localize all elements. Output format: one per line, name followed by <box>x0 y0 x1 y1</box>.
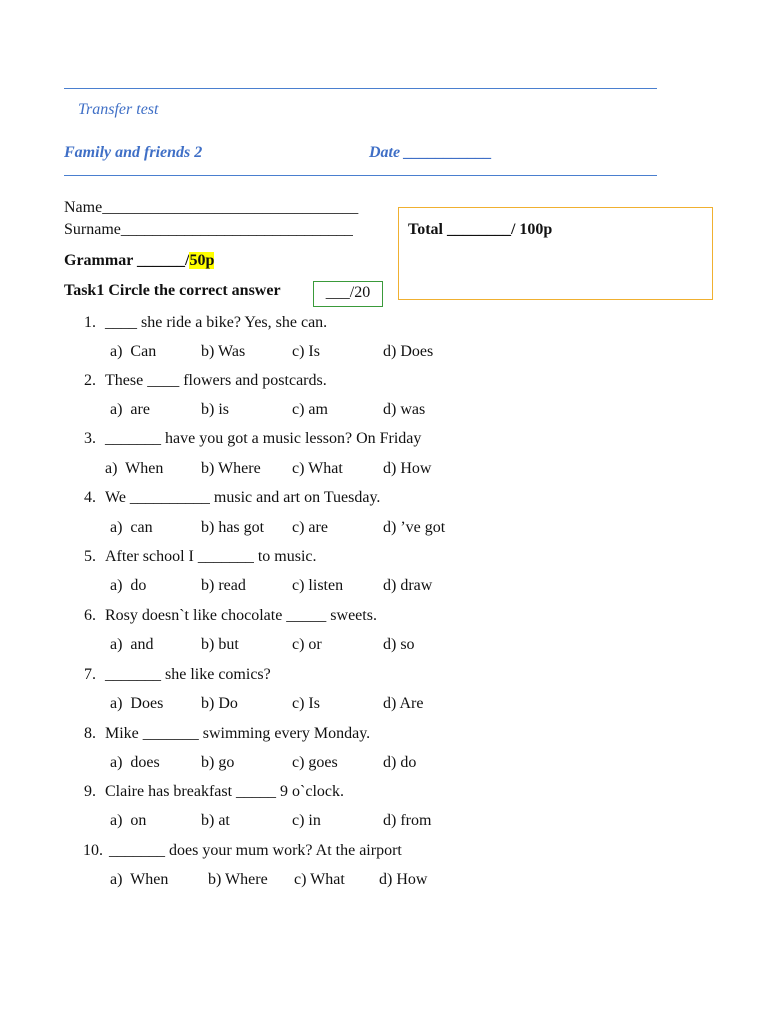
option-a[interactable]: a) are <box>110 401 150 418</box>
option-a[interactable]: a) do <box>110 577 147 594</box>
option-c[interactable]: c) are <box>292 519 328 536</box>
option-b[interactable]: b) at <box>201 812 230 829</box>
question-number: 6. <box>84 607 96 624</box>
option-b[interactable]: b) is <box>201 401 229 418</box>
option-c[interactable]: c) Is <box>292 343 320 360</box>
option-a[interactable]: a) Does <box>110 695 164 712</box>
option-b[interactable]: b) Where <box>208 871 268 888</box>
surname-field: Surname_____________________________ <box>64 221 353 238</box>
option-c[interactable]: c) or <box>292 636 322 653</box>
option-c[interactable]: c) in <box>292 812 321 829</box>
option-d[interactable]: d) ’ve got <box>383 519 446 536</box>
question-number: 10. <box>83 842 103 859</box>
option-c[interactable]: c) What <box>294 871 345 888</box>
option-c[interactable]: c) goes <box>292 754 338 771</box>
option-d[interactable]: d) was <box>383 401 426 418</box>
option-b[interactable]: b) has got <box>201 519 265 536</box>
option-c[interactable]: c) listen <box>292 577 344 594</box>
grammar-score-line <box>64 252 214 270</box>
question-number: 8. <box>84 725 96 742</box>
option-c[interactable]: c) Is <box>292 695 320 712</box>
question-text: _______ have you got a music lesson? On Friday <box>105 430 422 447</box>
option-a[interactable]: a) Can <box>110 343 157 360</box>
question-number: 9. <box>84 783 96 800</box>
header-top-rule <box>64 88 657 89</box>
question-number: 3. <box>84 430 96 447</box>
question-text: ____ she ride a bike? Yes, she can. <box>105 314 328 331</box>
option-a[interactable]: a) on <box>110 812 147 829</box>
task1-score-box: ___/20 <box>313 281 383 307</box>
option-b[interactable]: b) Do <box>201 695 238 712</box>
option-d[interactable]: d) How <box>379 871 428 888</box>
option-b[interactable]: b) read <box>201 577 246 594</box>
option-b[interactable]: b) go <box>201 754 235 771</box>
question-text: After school I _______ to music. <box>105 548 317 565</box>
option-c[interactable]: c) am <box>292 401 328 418</box>
question-text: _______ does your mum work? At the airport <box>109 842 402 859</box>
total-score-label: Total ________/ 100p <box>408 221 553 238</box>
question-text: Rosy doesn`t like chocolate _____ sweets. <box>105 607 377 624</box>
option-c[interactable]: c) What <box>292 460 343 477</box>
task1-title: Task1 Circle the correct answer <box>64 282 281 299</box>
grammar-label: Grammar ______/ <box>64 252 190 269</box>
question-text: We __________ music and art on Tuesday. <box>105 489 381 506</box>
option-b[interactable]: b) Was <box>201 343 246 360</box>
option-b[interactable]: b) but <box>201 636 239 653</box>
option-a[interactable]: a) When <box>105 460 164 477</box>
option-a[interactable]: a) and <box>110 636 154 653</box>
option-d[interactable]: d) from <box>383 812 432 829</box>
question-text: Mike _______ swimming every Monday. <box>105 725 371 742</box>
date-field: Date ___________ <box>369 144 493 161</box>
option-a[interactable]: a) can <box>110 519 153 536</box>
question-number: 4. <box>84 489 96 506</box>
option-b[interactable]: b) Where <box>201 460 261 477</box>
option-d[interactable]: d) draw <box>383 577 433 594</box>
option-d[interactable]: d) Are <box>383 695 424 712</box>
question-text: These ____ flowers and postcards. <box>105 372 327 389</box>
course-title: Family and friends 2 <box>64 144 203 161</box>
option-a[interactable]: a) does <box>110 754 160 771</box>
total-score-box <box>398 207 713 300</box>
question-text: _______ she like comics? <box>105 666 271 683</box>
test-subtitle: Transfer test <box>78 101 159 118</box>
question-number: 2. <box>84 372 96 389</box>
question-number: 5. <box>84 548 96 565</box>
option-d[interactable]: d) do <box>383 754 417 771</box>
option-d[interactable]: d) Does <box>383 343 434 360</box>
option-d[interactable]: d) so <box>383 636 415 653</box>
question-number: 1. <box>84 314 96 331</box>
header-bottom-rule <box>64 175 657 176</box>
option-d[interactable]: d) How <box>383 460 432 477</box>
question-text: Claire has breakfast _____ 9 o`clock. <box>105 783 345 800</box>
question-number: 7. <box>84 666 96 683</box>
grammar-points: 50p <box>189 252 215 269</box>
option-a[interactable]: a) When <box>110 871 169 888</box>
name-field: Name________________________________ <box>64 199 359 216</box>
